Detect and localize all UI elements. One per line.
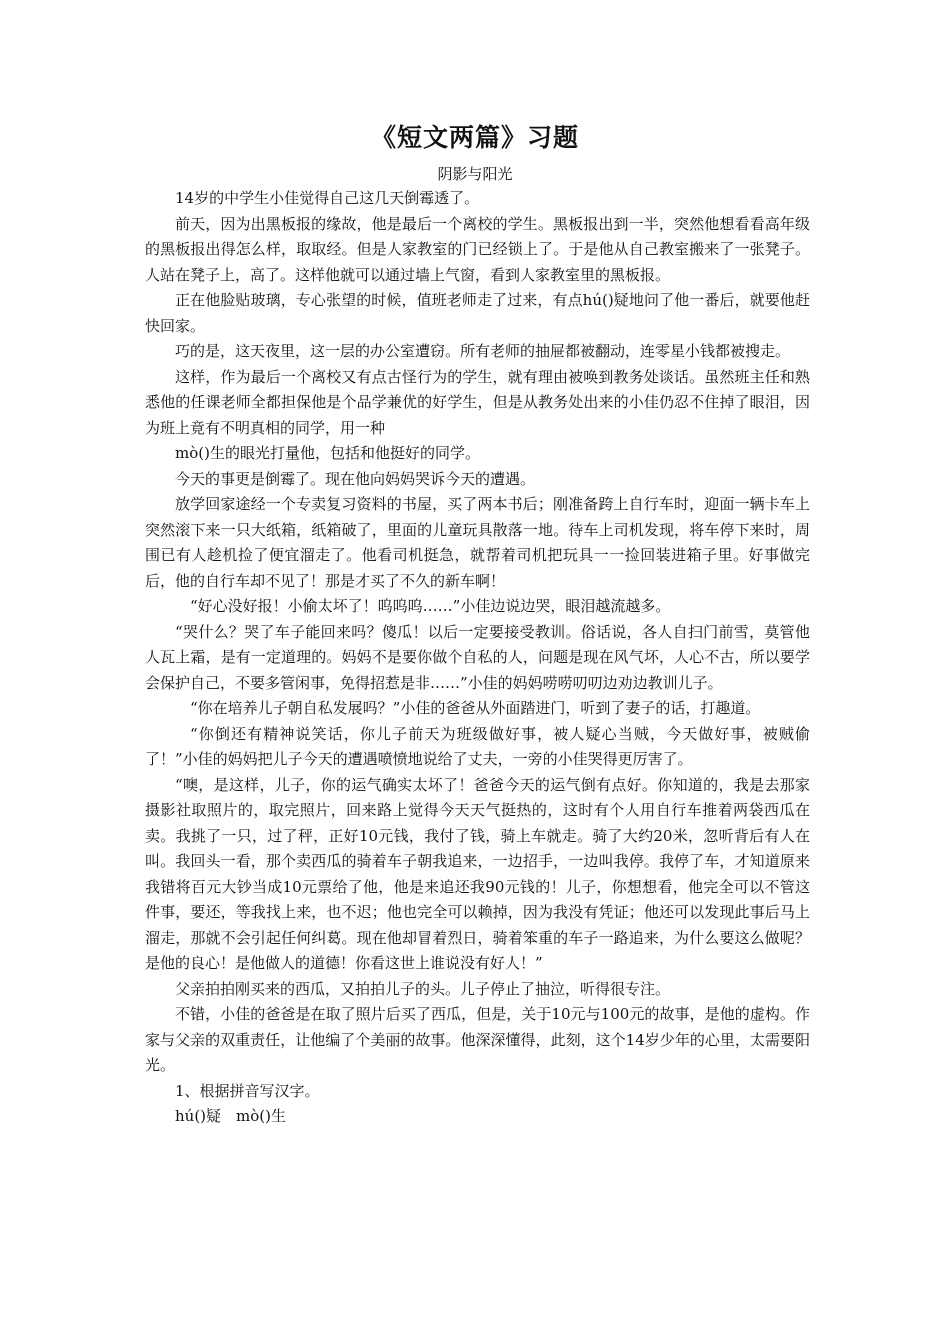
paragraph: 今天的事更是倒霉了。现在他向妈妈哭诉今天的遭遇。 (175, 469, 536, 488)
document-body (145, 186, 810, 1130)
paragraph: “哭什么？哭了车子能回来吗？傻瓜！以后一定要接受教训。俗话说，各人自扫门前雪，莫管他人瓦上霜，是有一定道理的。妈妈不是要你做个自私的人，问题是现在风气坏，人心不古，所以要学会保护自己，不要多管闲事，免得招惹是非……”小佳的妈妈唠唠叨叨边劝边教训儿子。 (145, 622, 810, 692)
paragraph: 父亲拍拍刚买来的西瓜，又拍拍儿子的头。儿子停止了抽泣，听得很专注。 (175, 979, 671, 998)
exercise-question: 1、根据拼音写汉字。 (175, 1081, 320, 1100)
paragraph: 正在他脸贴玻璃，专心张望的时候，值班老师走了过来，有点hú()疑地问了他一番后，就要他赶快回家。 (145, 291, 810, 335)
paragraph: 这样，作为最后一个离校又有点古怪行为的学生，就有理由被唤到教务处谈话。虽然班主任和熟悉他的任课老师全都担保他是个品学兼优的好学生，但是从教务处出来的小佳仍忍不住掉了眼泪，因为班上竟有不明真相的同学，用一种 (145, 367, 810, 437)
paragraph: “好心没好报！小偷太坏了！呜呜呜……”小佳边说边哭，眼泪越流越多。 (190, 597, 671, 615)
document-title: 《短文两篇》习题 (370, 123, 579, 152)
paragraph: 前天，因为出黑板报的缘故，他是最后一个离校的学生。黑板报出到一半，突然他想看看高年级的黑板报出得怎么样，取取经。但是人家教室的门已经锁上了。于是他从自己教室搬来了一张凳子。人站在凳子上，高了。这样他就可以通过墙上气窗，看到人家教室里的黑板报。 (145, 214, 810, 284)
paragraph: “你倒还有精神说笑话，你儿子前天为班级做好事，被人疑心当贼，今天做好事，被贼偷了！”小佳的妈妈把儿子今天的遭遇喷愤地说给了丈夫，一旁的小佳哭得更厉害了。 (145, 724, 810, 768)
paragraph: 放学回家途经一个专卖复习资料的书屋，买了两本书后；刚准备跨上自行车时，迎面一辆卡车上突然滚下来一只大纸箱，纸箱破了，里面的儿童玩具散落一地。待车上司机发现，将车停下来时，周围已有人趁机捡了便宜溜走了。他看司机挺急，就帮着司机把玩具一一捡回装进箱子里。好事做完后，他的自行车却不见了！那是才买了不久的新车啊！ (145, 495, 810, 590)
paragraph: “噢，是这样，儿子，你的运气确实太坏了！爸爸今天的运气倒有点好。你知道的，我是去那家摄影社取照片的，取完照片，回来路上觉得今天天气挺热的，这时有个人用自行车推着两袋西瓜在卖。我挑了一只，过了秤，正好10元钱，我付了钱，骑上车就走。骑了大约20米，忽听背后有人在叫。我回头一看，那个卖西瓜的骑着车子朝我追来，一边招手，一边叫我停。我停了车，才知道原来我错将百元大钞当成10元票给了他，他是来追还我90元钱的！儿子，你想想看，他完全可以不管这件事，要还，等我找上来，也不迟；他也完全可以赖掉，因为我没有凭证；他还可以发现此事后马上溜走，那就不会引起任何纠葛。现在他却冒着烈日，骑着笨重的车子一路追来，为什么要这么做呢？是他的良心！是他做人的道德！你看这世上谁说没有好人！” (145, 775, 810, 972)
paragraph: 不错，小佳的爸爸是在取了照片后买了西瓜，但是，关于10元与100元的故事，是他的虚构。作家与父亲的双重责任，让他编了个美丽的故事。他深深懂得，此刻，这个14岁少年的心里，太需要阳光。 (145, 1005, 810, 1074)
document-subtitle: 阴影与阳光 (437, 165, 513, 183)
paragraph: 巧的是，这天夜里，这一层的办公室遭窃。所有老师的抽屉都被翻动，连零星小钱都被搜走。 (175, 342, 791, 360)
paragraph: “你在培养儿子朝自私发展吗？”小佳的爸爸从外面踏进门，听到了妻子的话，打趣道。 (190, 699, 761, 717)
paragraph: mò()生的眼光打量他，包括和他挺好的同学。 (175, 444, 480, 462)
exercise-items: hú()疑 mò()生 (175, 1107, 286, 1125)
paragraph: 14岁的中学生小佳觉得自己这几天倒霉透了。 (175, 189, 480, 207)
